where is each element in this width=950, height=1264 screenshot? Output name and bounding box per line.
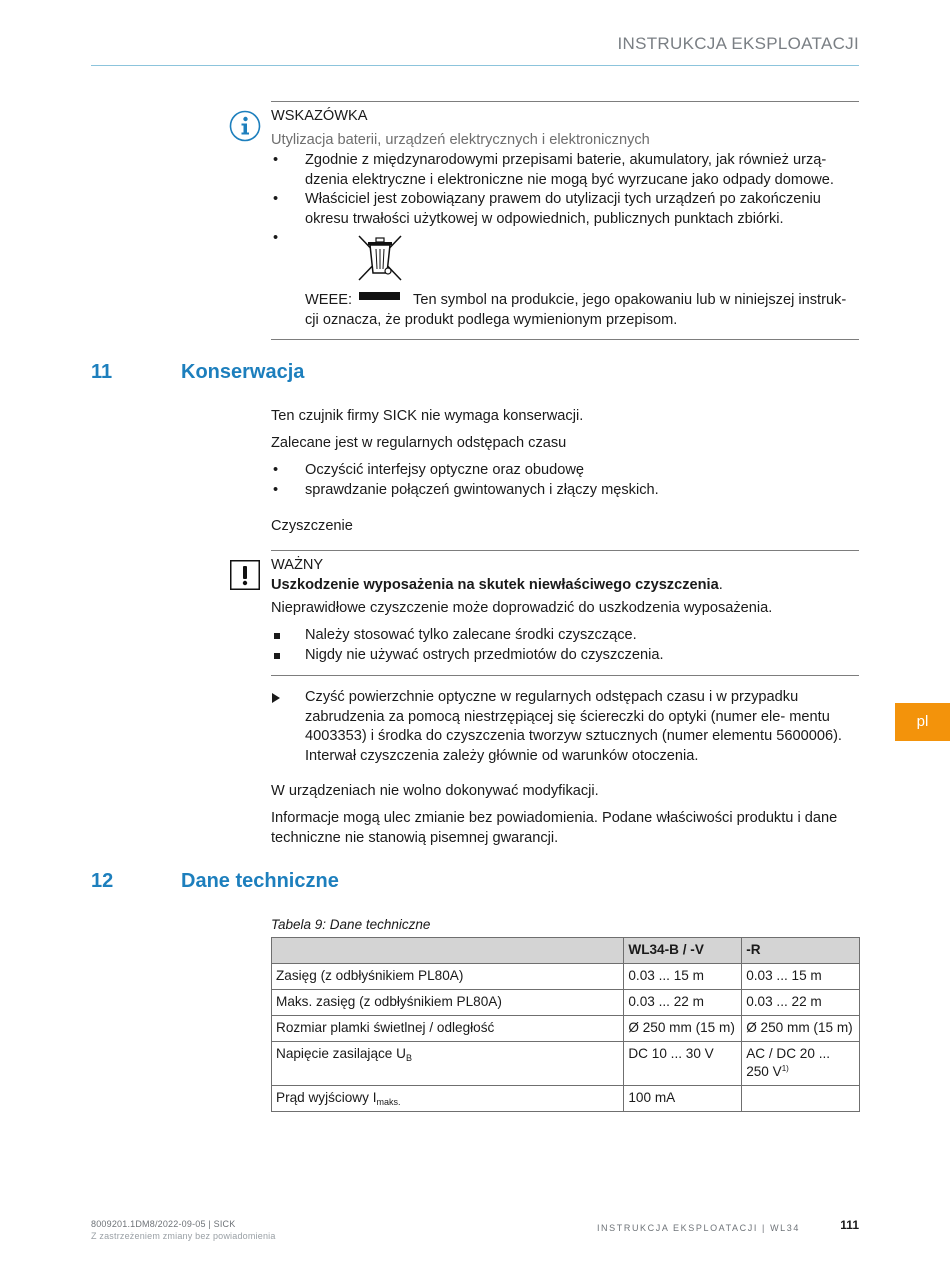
table-row (272, 1016, 860, 1042)
table-header-cell: WL34-B / -V (624, 938, 742, 964)
note-label: WSKAZÓWKA (271, 108, 368, 124)
table-cell: Napięcie zasilające $U_B$ (272, 1042, 624, 1086)
list-item: Należy stosować tylko zalecane środki czyszczące. (271, 626, 861, 646)
table-header-cell: -R (742, 938, 860, 964)
table-cell (742, 1086, 860, 1112)
subheading: Czyszczenie (271, 518, 353, 534)
action-text: Czyść powierzchnie optyczne w regularnych odstępach czasu i w przypadku zabrudzenia za pomocą niestrzępiącej się ściereczki do optyki (numer ele- mentu 4003353) i środka do czyszczenia tworzyw sztucznych (numer elementu 5600006). Interwał czyszczenia zależy głównie od warunków otoczenia. (305, 689, 842, 764)
important-label: WAŻNY (271, 557, 324, 573)
section-number: 11 (91, 361, 113, 383)
paragraph: Ten czujnik firmy SICK nie wymaga konserwacji. (271, 408, 584, 424)
table-caption: Tabela 9: Dane techniczne (271, 917, 431, 932)
important-top-rule (271, 550, 859, 551)
footer-doc-id: 8009201.1DM8/2022-09-05 | SICK (91, 1219, 236, 1229)
paragraph: W urządzeniach nie wolno dokonywać modyfikacji. (271, 783, 599, 799)
important-title: Uszkodzenie wyposażenia na skutek niewłaściwego czyszczenia (271, 577, 719, 593)
table-cell: 0.03 ... 15 m (742, 964, 860, 990)
note-list (271, 151, 861, 229)
list-item: • Zgodnie z międzynarodowymi przepisami baterie, akumulatory, jak również urzą- dzenia elektryczne i elektroniczne nie mogą być wyrzucane jako odpady domowe. (271, 151, 861, 190)
maintenance-list (271, 461, 861, 500)
section-title: Konserwacja (181, 361, 305, 383)
exclamation-icon (230, 560, 260, 590)
table-header-cell (272, 938, 624, 964)
table-row (272, 1042, 860, 1086)
section-title: Dane techniczne (181, 870, 339, 892)
table-cell: 0.03 ... 15 m (624, 964, 742, 990)
important-text: Nieprawidłowe czyszczenie może doprowadzić do uszkodzenia wyposażenia. (271, 600, 773, 616)
important-bottom-rule (271, 675, 859, 676)
list-item: • Właściciel jest zobowiązany prawem do utylizacji tych urządzeń po zakończeniu okresu trwałości użytkowej w odpowiednich, publicznych punktach zbiórki. (271, 190, 861, 229)
note-subtitle: Utylizacja baterii, urządzeń elektrycznych i elektronicznych (271, 132, 650, 148)
table-cell: AC / DC 20 ... 250 $V^{1)}$ (742, 1042, 860, 1086)
table-cell: Zasięg (z odbłyśnikiem PL80A) (272, 964, 624, 990)
paragraph: Zalecane jest w regularnych odstępach czasu (271, 435, 567, 451)
table-row (272, 1086, 860, 1112)
language-tab[interactable]: pl (895, 703, 950, 741)
table-cell: 100 mA (624, 1086, 742, 1112)
footer-disclaimer: Z zastrzeżeniem zmiany bez powiadomienia (91, 1231, 276, 1241)
header-rule (91, 65, 859, 66)
list-item: • sprawdzanie połączeń gwintowanych i złączy męskich. (271, 481, 861, 501)
weee-bar-symbol (359, 292, 400, 300)
note-top-rule (271, 101, 859, 102)
table-row (272, 990, 860, 1016)
info-icon (229, 110, 261, 142)
paragraph: Informacje mogą ulec zmianie bez powiadomienia. Podane właściwości produktu i dane techniczne nie stanowią pisemnej gwarancji. (271, 810, 838, 846)
table-cell: Rozmiar plamki świetlnej / odległość (272, 1016, 624, 1042)
header-title: INSTRUKCJA EKSPLOATACJI (617, 34, 859, 53)
table-cell: Ø 250 mm (15 m) (624, 1016, 742, 1042)
page-number: 111 (840, 1218, 859, 1232)
weee-text: Ten symbol na produkcie, jego opakowaniu lub w niniejszej instruk- cji oznacza, że produkt podlega wymienionym przepisom. (305, 292, 847, 328)
table-cell: Prąd wyjściowy $I_{maks.}$ (272, 1086, 624, 1112)
action-step (271, 688, 861, 766)
table-cell: 0.03 ... 22 m (624, 990, 742, 1016)
weee-bin-icon (356, 233, 404, 283)
section-number: 12 (91, 870, 114, 892)
table-cell: DC 10 ... 30 V (624, 1042, 742, 1086)
list-item: • Oczyścić interfejsy optyczne oraz obudowę (271, 461, 861, 481)
table-cell: 0.03 ... 22 m (742, 990, 860, 1016)
table-cell: Maks. zasięg (z odbłyśnikiem PL80A) (272, 990, 624, 1016)
arrow-right-icon (272, 693, 280, 703)
list-item: Nigdy nie używać ostrych przedmiotów do czyszczenia. (271, 646, 861, 666)
note-bottom-rule (271, 339, 859, 340)
table-cell: Ø 250 mm (15 m) (742, 1016, 860, 1042)
weee-label: WEEE: (305, 292, 353, 308)
table-row (272, 964, 860, 990)
important-title-end: . (718, 577, 723, 593)
footer-title: INSTRUKCJA EKSPLOATACJI | WL34 (596, 1223, 800, 1233)
important-title-line (271, 576, 861, 596)
important-list (271, 626, 861, 665)
tech-data-table (271, 937, 860, 1112)
table-header-row (272, 938, 860, 964)
footer-doc-info (91, 1218, 276, 1242)
